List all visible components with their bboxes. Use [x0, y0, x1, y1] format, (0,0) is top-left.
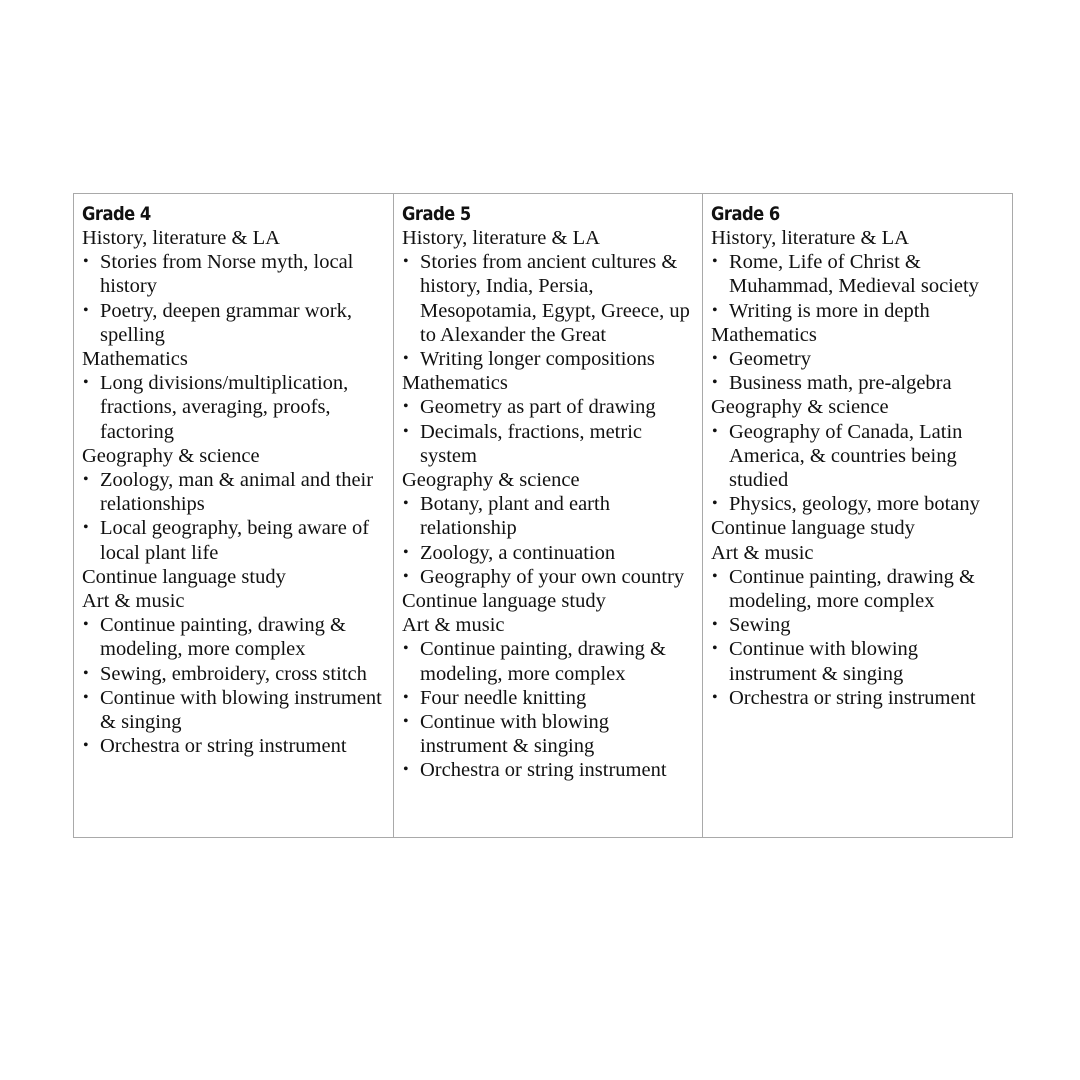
- topic-item: • Continue with blowing instrument & singing: [711, 637, 1004, 685]
- topic-item: • Poetry, deepen grammar work, spelling: [82, 299, 385, 347]
- grade-heading: Grade 4: [82, 203, 151, 225]
- subject-heading: Mathematics: [711, 323, 817, 346]
- topic-item: • Zoology, a continuation: [402, 541, 694, 565]
- subject-heading: History, literature & LA: [82, 227, 280, 249]
- subject-heading: Geography & science: [711, 396, 889, 419]
- topic-item: • Decimals, fractions, metric system: [402, 420, 694, 468]
- topic-item: • Stories from Norse myth, local history: [82, 250, 385, 298]
- topic-item: • Sewing: [711, 613, 1004, 637]
- topic-item: • Writing longer compositions: [402, 347, 694, 371]
- topic-list: [402, 492, 694, 589]
- topic-list: [82, 250, 385, 347]
- grade-4-column: [74, 194, 394, 837]
- topic-item: • Geography of Canada, Latin America, & countries being studied: [711, 420, 1004, 493]
- topic-item: • Sewing, embroidery, cross stitch: [82, 662, 385, 686]
- topic-list: [711, 347, 1004, 395]
- topic-item: • Continue with blowing instrument & singing: [402, 710, 694, 758]
- subject-heading: Continue language study: [82, 565, 286, 588]
- grade-6-column: [703, 194, 1012, 837]
- subject-heading: Geography & science: [402, 469, 580, 492]
- subject-heading: Continue language study: [711, 517, 915, 540]
- topic-list: [402, 395, 694, 468]
- curriculum-table: [73, 193, 1013, 838]
- subject-list: [82, 226, 385, 758]
- grade-5-column: [394, 194, 703, 837]
- topic-item: • Geometry: [711, 347, 1004, 371]
- subject-list: [711, 226, 1004, 710]
- grade-heading: Grade 6: [711, 203, 780, 225]
- topic-item: • Stories from ancient cultures & history, India, Persia, Mesopotamia, Egypt, Greece, up to Alexander the Great: [402, 250, 694, 347]
- subject-heading: Art & music: [402, 614, 505, 637]
- topic-item: • Orchestra or string instrument: [82, 734, 385, 758]
- subject-heading: Geography & science: [82, 444, 260, 467]
- topic-item: • Rome, Life of Christ & Muhammad, Medieval society: [711, 250, 1004, 298]
- topic-item: • Continue painting, drawing & modeling, more complex: [82, 613, 385, 661]
- topic-item: • Writing is more in depth: [711, 299, 1004, 323]
- topic-item: • Botany, plant and earth relationship: [402, 492, 694, 540]
- subject-list: [402, 226, 694, 783]
- topic-item: • Local geography, being aware of local plant life: [82, 516, 385, 564]
- topic-item: • Long divisions/multiplication, fractions, averaging, proofs, factoring: [82, 371, 385, 444]
- topic-list: [711, 565, 1004, 710]
- subject-heading: Mathematics: [402, 372, 508, 395]
- topic-list: [82, 371, 385, 444]
- topic-list: [82, 613, 385, 758]
- topic-item: • Zoology, man & animal and their relationships: [82, 468, 385, 516]
- topic-item: • Continue with blowing instrument & singing: [82, 686, 385, 734]
- subject-heading: Mathematics: [82, 348, 188, 371]
- topic-item: • Continue painting, drawing & modeling, more complex: [711, 565, 1004, 613]
- topic-item: • Continue painting, drawing & modeling, more complex: [402, 637, 694, 685]
- topic-list: [711, 420, 1004, 517]
- topic-list: [402, 637, 694, 782]
- topic-item: • Business math, pre-algebra: [711, 371, 1004, 395]
- topic-item: • Geography of your own country: [402, 565, 694, 589]
- subject-heading: History, literature & LA: [402, 227, 600, 249]
- topic-list: [82, 468, 385, 565]
- subject-heading: History, literature & LA: [711, 227, 909, 249]
- topic-item: • Orchestra or string instrument: [711, 686, 1004, 710]
- subject-heading: Art & music: [82, 590, 185, 613]
- topic-list: [711, 250, 1004, 323]
- subject-heading: Art & music: [711, 541, 814, 564]
- grade-heading: Grade 5: [402, 203, 471, 225]
- topic-item: • Geometry as part of drawing: [402, 395, 694, 419]
- topic-item: • Four needle knitting: [402, 686, 694, 710]
- topic-item: • Physics, geology, more botany: [711, 492, 1004, 516]
- subject-heading: Continue language study: [402, 590, 606, 613]
- topic-item: • Orchestra or string instrument: [402, 758, 694, 782]
- topic-list: [402, 250, 694, 371]
